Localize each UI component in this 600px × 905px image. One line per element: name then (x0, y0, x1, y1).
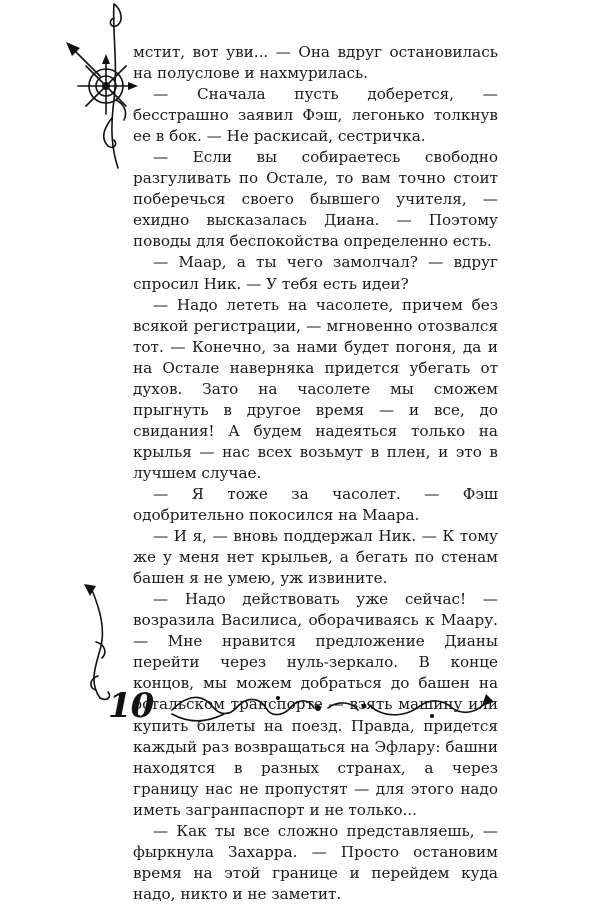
paragraph: — Как ты все сложно представляешь, — фыркнула Захарра. — Просто остановим время на этой границе и перейдем куда надо, никто и не заметит. (133, 821, 498, 903)
paragraph: — Я тоже за часолет. — Фэш одобрительно покосился на Маара. (133, 484, 498, 525)
compass-arrow-ornament-icon (52, 0, 142, 170)
paragraph: — Если вы собираетесь свободно разгуливать по Остале, то вам точно стоит поберечься своего бывшего учителя, — ехидно высказалась Диана. — Поэтому поводы для беспокойства определенно есть. (133, 148, 498, 251)
paragraph: — Сначала пусть доберется, — бесстрашно заявил Фэш, легонько толкнув ее в бок. — Не раскисай, сестричка. (133, 85, 498, 146)
body-text (133, 42, 498, 905)
paragraph: — И я, — вновь поддержал Ник. — К тому же у меня нет крыльев, а бегать по стенам башен я не умею, уж извините. (133, 527, 498, 588)
paragraph: мстит, вот уви... — Она вдруг остановилась на полуслове и нахмурилась. (133, 43, 498, 83)
paragraph: — Маар, а ты чего замолчал? — вдруг спросил Ник. — У тебя есть идеи? (133, 253, 498, 293)
paragraph: — Надо лететь на часолете, причем без всякой регистрации, — мгновенно отозвался тот. — Конечно, за нами будет погоня, да и на Остале наверняка придется убегать от духов. Зато на часолете мы сможем прыгнуть в другое время — и все, до свидания! А будем надеяться только на крылья — нас всех возьмут в плен, и это в лучшем случае. (133, 295, 498, 482)
paragraph: — Надо действовать уже сейчас! — возразила Василиса, оборачиваясь к Маару. — Мне нравится предложение Дианы перейти через нуль-зеркало. В конце концов, мы можем добраться до башен на остальском транспорте — взять машину или купить билеты на поезд. Правда, придется каждый раз возвращаться на Эфлару: башни находятся в разных странах, а через границу нас не пропустят — для этого надо иметь загранпаспорт и не только... (133, 590, 498, 819)
page-number: 10 (108, 686, 154, 726)
